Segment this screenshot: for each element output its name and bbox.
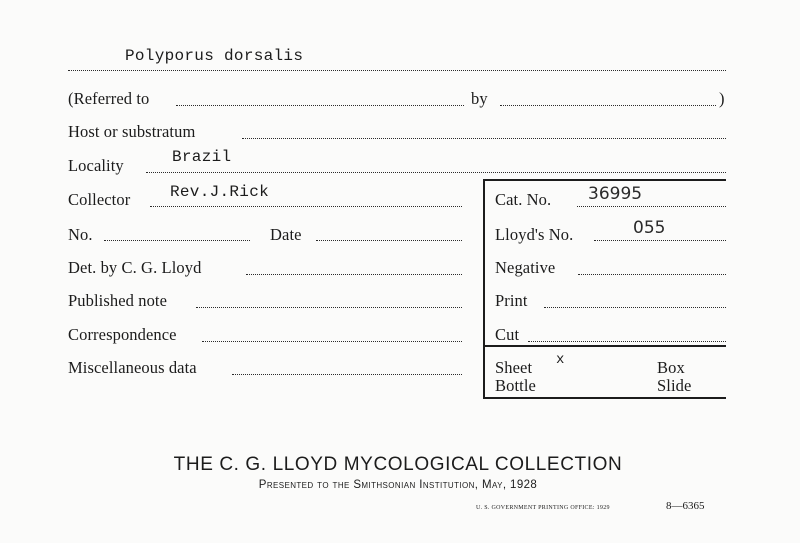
- misc-line: [232, 374, 462, 375]
- bottle-label: Bottle: [495, 376, 536, 395]
- cut-line: [528, 341, 726, 342]
- date-label: Date: [270, 225, 302, 244]
- negative-line: [578, 274, 726, 275]
- no-label: No.: [68, 225, 93, 244]
- cat-no-line: [577, 206, 726, 207]
- print-label: Print: [495, 291, 528, 310]
- species-name: Polyporus dorsalis: [125, 47, 304, 65]
- host-label: Host or substratum: [68, 122, 196, 141]
- by-line: [500, 105, 716, 106]
- by-label: by: [471, 89, 488, 108]
- cut-label: Cut: [495, 325, 520, 344]
- lloyds-no-line: [594, 240, 726, 241]
- date-line: [316, 240, 462, 241]
- referred-label: (Referred to: [68, 89, 150, 108]
- det-line: [246, 274, 462, 275]
- referred-line: [176, 105, 464, 106]
- collector-line: [150, 206, 462, 207]
- box-left-border: [483, 179, 485, 398]
- form-number: 8—6365: [666, 500, 705, 512]
- lloyds-no-label: Lloyd's No.: [495, 225, 574, 244]
- host-line: [242, 138, 726, 139]
- collector-value: Rev.J.Rick: [170, 183, 270, 201]
- slide-label: Slide: [657, 376, 692, 395]
- lloyds-no-value: 055: [633, 218, 666, 238]
- close-paren: ): [719, 89, 725, 108]
- box-bottom-border: [483, 397, 726, 399]
- misc-label: Miscellaneous data: [68, 358, 197, 377]
- collection-title: THE C. G. LLOYD MYCOLOGICAL COLLECTION: [173, 454, 623, 475]
- negative-label: Negative: [495, 258, 556, 277]
- no-line: [104, 240, 250, 241]
- box-divider: [483, 345, 726, 347]
- locality-label: Locality: [68, 156, 124, 175]
- cat-no-value: 36995: [588, 184, 643, 204]
- box-top-border: [483, 179, 726, 181]
- print-line: [544, 307, 726, 308]
- cat-no-label: Cat. No.: [495, 190, 552, 209]
- box-label: Box: [657, 358, 685, 377]
- locality-value: Brazil: [172, 148, 232, 166]
- det-label: Det. by C. G. Lloyd: [68, 258, 202, 277]
- sheet-label: Sheet: [495, 358, 533, 377]
- published-line: [196, 307, 462, 308]
- species-line: [68, 70, 726, 71]
- collector-label: Collector: [68, 190, 131, 209]
- correspondence-label: Correspondence: [68, 325, 177, 344]
- printer-imprint: U. S. GOVERNMENT PRINTING OFFICE: 1929: [476, 505, 610, 511]
- collection-subtitle: Presented to the Smithsonian Institution, May, 1928: [258, 479, 538, 491]
- correspondence-line: [202, 341, 462, 342]
- sheet-mark: x: [556, 352, 565, 368]
- published-label: Published note: [68, 291, 168, 310]
- locality-line: [146, 172, 726, 173]
